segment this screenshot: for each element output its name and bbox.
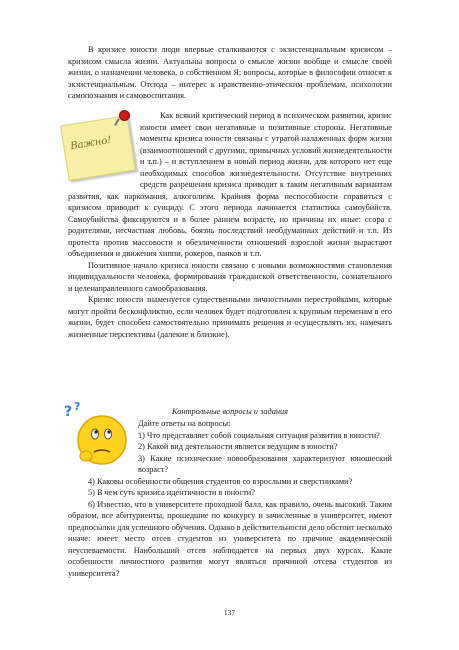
- paragraph-4: Кризис юности знаменуется существенными личностными перестройками, которые могут пройти бесконфликтно, если человек будет подготовлен к крупным переменам в его жизни, будет способен самостоятельно принимать решения и осуществлять их, намечать жизненные перспективы (далекие и близкие).: [68, 295, 392, 339]
- question-3: 3) Какие психические новообразования характеризуют юношеский возраст?: [138, 453, 392, 474]
- section-title: Контрольные вопросы и задания: [172, 407, 288, 416]
- questions-block: [68, 418, 392, 579]
- question-4: 4) Каковы особенности общения студентов со взрослыми и сверстниками?: [88, 476, 353, 486]
- paragraph-3: Позитивное начало кризиса юности связано с новыми возможностями становления индивидуальности человека, формирования гражданской ответственности, сознательного и целенаправленного самообразования.: [68, 260, 392, 293]
- svg-text:?: ?: [64, 404, 73, 420]
- question-1: 1) Что представляет собой социальная ситуация развития в юности?: [138, 430, 380, 440]
- sticky-note-label: Важно!: [69, 134, 113, 153]
- paragraph-2-block: [68, 110, 392, 340]
- questions-intro: Дайте ответы на вопросы:: [138, 419, 231, 428]
- smiley-float-spacer: [68, 418, 138, 472]
- note-float-spacer: [68, 110, 140, 190]
- paragraph-1: В кризисе юности люди впервые сталкиваются с экзистенциальным кризисом – кризисом смысла жизни. Актуальны вопросы о смысле жизни вообще и смысле своей жизни, о назначении человека, о собственном Я; вопросы, которые в философии относят к экзистенциальным. Отсюда – интерес к нравственно-этическим проблемам, психологии самопознания и самовоспитания.: [68, 45, 392, 100]
- page-number: 137: [223, 608, 236, 617]
- question-6: 6) Известно, что в университете проходной балл, как правило, очень высокий. Таким образом, все абитуриенты, прошедшие по конкурсу и зачисленные в университет, имеют предпосылки для успешного обучения. Однако в действительности дело обстоит несколько иначе: имеет место отсев студентов из университета по причине академической неуспеваемости. Наибольший отсев наблюдается на первых двух курсах. Какие особенности личностного развития могут являться причиной отсева студентов из университета?: [68, 499, 393, 578]
- question-5: 5) В чем суть кризиса идентичности в юности?: [88, 488, 255, 497]
- question-2: 2) Какой вид деятельности является ведущим в юности?: [138, 442, 338, 451]
- paragraph-2: Как всякий критический период в психическом развитии, кризис юности имеет свои негативные и позитивные стороны. Негативные моменты кризиса юности связаны с утратой налаженных форм жизни (взаимоотношений с другими, привычных условий жизнедеятельности и т.п.) – и вступлением в новый период жизни, для которого нет еще необходимых способов жизнедеятельности. Отсутствие внутренних средств разрешения кризиса приводит к таким негативным вариантам развития, как наркомания, алкоголизм. Крайняя форма неспособности справиться с кризисом приводит к суициду. С этого периода начинается статистика самоубийств. Самоубийства фиксируются и в более раннем возрасте, но причины их иные: ссора с родителями, несчастная любовь, боязнь последствий необдуманных действий и т.п. Из протеста против массовости и обезличенности отношений взрослой жизни вырастают объединения и движения хиппи, рокеров, панков и т.п.: [68, 111, 392, 258]
- svg-text:?: ?: [74, 400, 81, 413]
